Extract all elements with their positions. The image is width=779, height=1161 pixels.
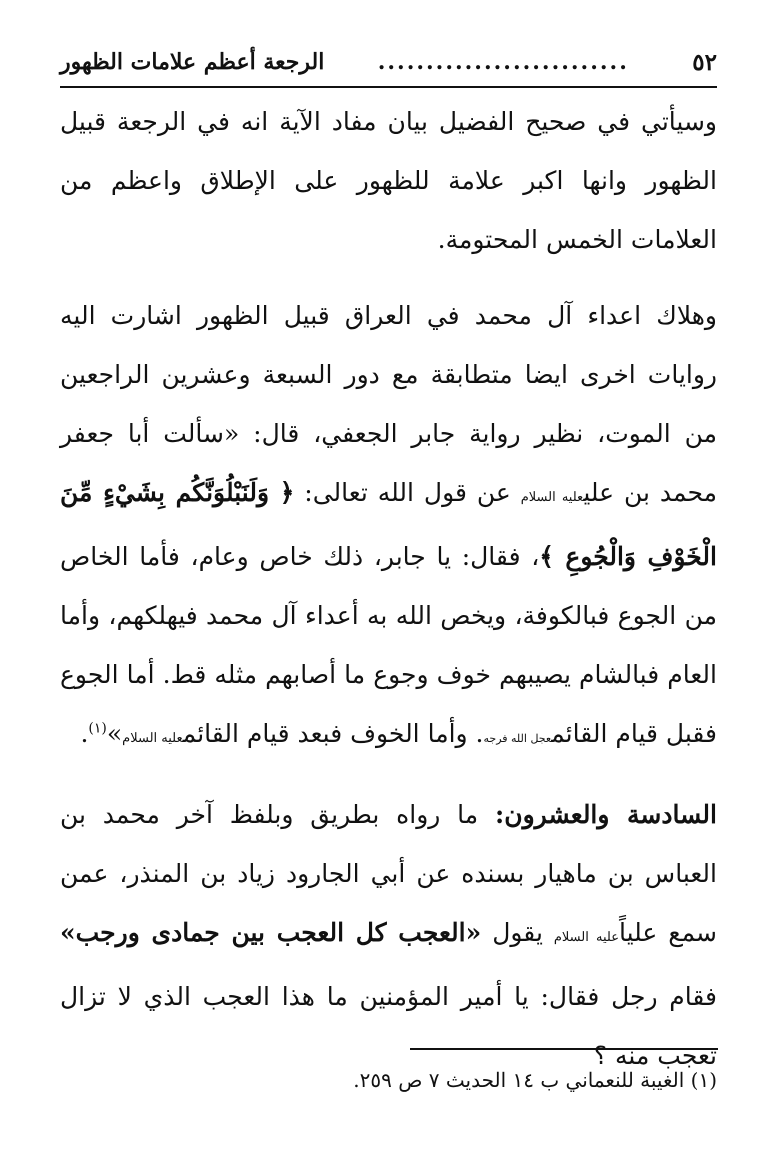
honorific-1: عليه السلام xyxy=(520,490,584,505)
paragraph-2-text-b: عن قول الله تعالى: xyxy=(294,478,521,507)
running-header xyxy=(60,38,717,88)
paragraph-2-text-c: ، فقال: يا جابر، ذلك خاص وعام، فأما الخاص من الجوع فبالكوفة، ويخص الله به أعداء آل محمد فيهلكهم، وأما العام فبالشام يصيبهم خوف وجوع ما أصابهم مثله قط. أما الجوع فقبل قيام القائم xyxy=(60,542,717,748)
paragraph-3-text-a: ما رواه بطريق وبلفظ آخر محمد بن العباس بن ماهيار بسنده عن أبي الجارود زياد بن المنذر، عمن سمع علياً xyxy=(60,800,717,947)
paragraph-1: وسيأتي في صحيح الفضيل بيان مفاد الآية انه في الرجعة قبيل الظهور وانها اكبر علامة للظهور على الإطلاق واعظم من العلامات الخمس المحتومة. xyxy=(60,107,717,254)
paragraph-2-period: . xyxy=(80,719,89,748)
header-leader-dots: .......................... xyxy=(377,49,629,75)
footnote-divider xyxy=(410,1048,718,1050)
paragraph-2 xyxy=(60,286,717,768)
paragraph-3 xyxy=(60,785,717,1085)
body-text xyxy=(60,92,717,1085)
paragraph-3-text-b: يقول xyxy=(481,918,554,947)
quran-verse: ﴿ وَلَنَبْلُوَنَّكُم بِشَيْءٍ مِّنَ الْخَوْفِ وَالْجُوعِ ﴾ xyxy=(60,478,717,571)
honorific-4: عليه السلام xyxy=(553,930,619,945)
paragraph-3-quote: «العجب كل العجب بين جمادى ورجب» xyxy=(60,918,482,947)
paragraph-2-text-d: . وأما الخوف فبعد قيام القائم xyxy=(182,719,484,748)
closing-quote: » xyxy=(106,719,123,748)
paragraph-3-lead: السادسة والعشرون: xyxy=(495,800,717,829)
paragraph-3-text-c: فقام رجل فقال: يا أمير المؤمنين ما هذا العجب الذي لا تزال تعجب منه ؟ xyxy=(60,982,717,1070)
honorific-3: عليه السلام xyxy=(122,731,183,746)
page-number: ٥٢ xyxy=(692,48,717,76)
chapter-title: الرجعة أعظم علامات الظهور xyxy=(60,49,325,75)
honorific-2: عجل الله فرجه xyxy=(483,732,552,745)
paragraph-2-text-a: وهلاك اعداء آل محمد في العراق قبيل الظهور اشارت اليه روايات اخرى ايضا متطابقة مع دور السبعة وعشرين الراجعين من الموت، نظير رواية جابر الجعفي، قال: «سألت أبا جعفر محمد بن علي xyxy=(60,301,718,507)
footnote-reference: (١) xyxy=(88,720,107,737)
footnote: (١) الغيبة للنعماني ب ١٤ الحديث ٧ ص ٢٥٩. xyxy=(353,1068,717,1092)
